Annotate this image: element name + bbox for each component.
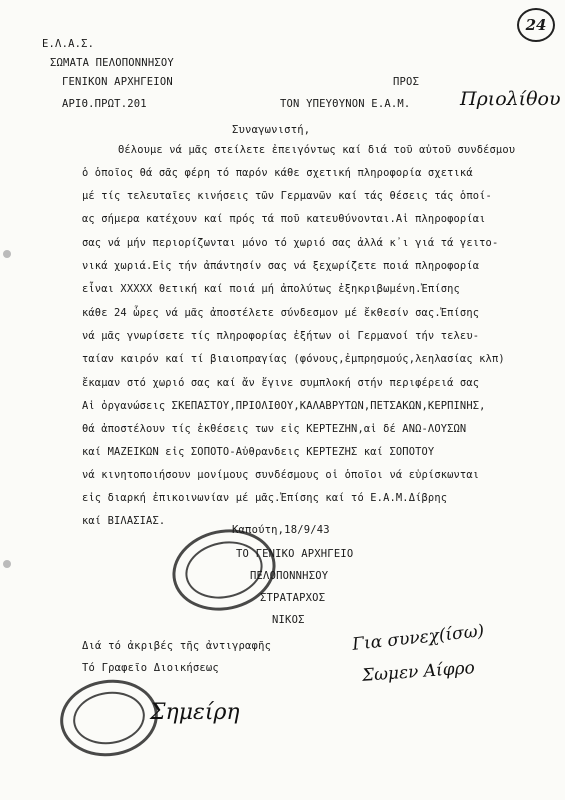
place-date: Καπούτη,18/9/43 bbox=[232, 524, 330, 536]
signature-line-3: ΣΤΡΑΤΑΡΧΟΣ bbox=[260, 592, 326, 604]
recipient-line: ΤΟΝ ΥΠΕΥΘΥΝΟΝ Ε.Α.Μ. bbox=[280, 98, 411, 110]
certification-line-1: Διά τό ἀκριβές τῆς ἀντιγραφῆς bbox=[82, 640, 272, 652]
body-line: ἔκαμαν στό χωριό σας καί ἄν ἔγινε συμπλοκή στήν περιφέρειά σας bbox=[82, 377, 480, 389]
certification-signature: Σημείρη bbox=[150, 700, 240, 725]
signature-line-1: ΤΟ ΓΕΝΙΚΟ ΑΡΧΗΓΕΙΟ bbox=[236, 548, 354, 560]
org-line-2: ΣΩΜΑΤΑ ΠΕΛΟΠΟΝΝΗΣΟΥ bbox=[50, 57, 174, 69]
reference-number: ΑΡΙΘ.ΠΡΩΤ.201 bbox=[62, 98, 147, 110]
certification-line-2: Τό Γραφεῖο Διοικήσεως bbox=[82, 662, 219, 674]
body-line: ας σήμερα κατέχουν καί πρός τά ποῦ κατευθύνονται.Αἱ πληροφορίαι bbox=[82, 213, 486, 225]
signature-line-2: ΠΕΛΟΠΟΝΝΗΣΟΥ bbox=[250, 570, 329, 582]
body-line: σας νά μήν περιορίζωνται μόνο τό χωριό σας ἀλλά κ᾽ι γιά τά γειτο- bbox=[82, 237, 499, 249]
certification-stamp bbox=[55, 674, 163, 763]
body-line: εἶναι ΧΧΧΧΧ θετική καί ποιά μή ἀπολύτως ἐξηκριβωμένη.Ἐπίσης bbox=[82, 283, 460, 295]
body-line: ὁ ὁποῖος θά σᾶς φέρη τό παρόν κάθε σχετική πληροφορία σχετικά bbox=[82, 167, 473, 179]
body-line: καί ΒΙΛΑΣΙΑΣ. bbox=[82, 515, 166, 527]
body-line: θά ἀποστέλουν τίς ἐκθέσεις των εἰς ΚΕΡΤΕΖΗΝ,αἱ δέ ΑΝΩ-ΛΟΥΣΩΝ bbox=[82, 423, 467, 435]
to-label: ΠΡΟΣ bbox=[393, 76, 420, 88]
body-line: Θέλουμε νά μᾶς στείλετε ἐπειγόντως καί διά τοῦ αὐτοῦ συνδέσμου bbox=[118, 144, 516, 156]
body-line: μέ τίς τελευταῖες κινήσεις τῶν Γερμανῶν καί τάς θέσεις τάς ὁποί- bbox=[82, 190, 492, 202]
body-line: ταίαν καιρόν καί τί βιαιοπραγίας (φόνους,ἐμπρησμούς,λεηλασίας κλπ) bbox=[82, 353, 505, 365]
punch-hole bbox=[3, 250, 11, 258]
body-line: νά μᾶς γνωρίσετε τίς πληροφορίας ἐξήτων οἱ Γερμανοί τήν τελευ- bbox=[82, 330, 480, 342]
signature-line-4: ΝΙΚΟΣ bbox=[272, 614, 305, 626]
page-number-text: 24 bbox=[525, 16, 547, 34]
recipient-handwritten: Πριολίθου bbox=[460, 88, 561, 110]
org-line-3: ΓΕΝΙΚΟΝ ΑΡΧΗΓΕΙΟΝ bbox=[62, 76, 173, 88]
body-line: νικά χωριά.Εἰς τήν ἀπάντησίν σας νά ξεχωρίζετε ποιά πληροφορία bbox=[82, 260, 480, 272]
org-line-1: Ε.Λ.Α.Σ. bbox=[42, 38, 95, 50]
body-line: εἰς διαρκή ἐπικοινωνίαν μέ μᾶς.Ἐπίσης καί τό Ε.Α.Μ.Δίβρης bbox=[82, 492, 448, 504]
salutation: Συναγωνιστή, bbox=[232, 124, 311, 136]
body-line: καί ΜΑΖΕΙΚΩΝ εἰς ΣΟΠΟΤΟ-Αὐθρανδεις ΚΕΡΤΕΖΗΣ καί ΣΟΠΟΤΟΥ bbox=[82, 446, 435, 458]
body-line: Αἱ ὀργανώσεις ΣΚΕΠΑΣΤΟΥ,ΠΡΙΟΛΙΘΟΥ,ΚΑΛΑΒΡΥΤΩΝ,ΠΕΤΣΑΚΩΝ,ΚΕΡΠΙΝΗΣ, bbox=[82, 400, 486, 412]
handwritten-note-line-1: Για συνεχ(ίσω) bbox=[351, 621, 486, 655]
punch-hole bbox=[3, 560, 11, 568]
handwritten-note-line-2: Σωμεν Αίφρο bbox=[361, 658, 476, 686]
body-line: κάθε 24 ὧρες νά μᾶς ἀποστέλετε σύνδεσμον μέ ἔκθεσίν σας.Ἐπίσης bbox=[82, 307, 480, 319]
page-number bbox=[517, 8, 555, 42]
body-line: νά κινητοποιήσουν μονίμους συνδέσμους οἱ ὁποῖοι νά εὑρίσκωνται bbox=[82, 469, 480, 481]
